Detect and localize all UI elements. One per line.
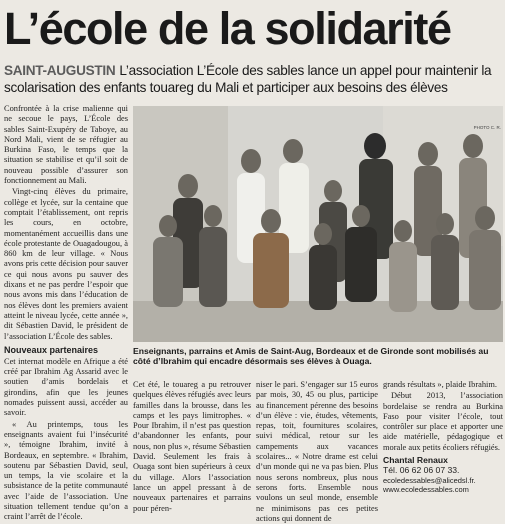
- paragraph: Vingt-cinq élèves du primaire, collège et lycée, sur la centaine que comptait l’établissement, ont repris les cours, en octobre, momentanément accueillis dans une école protestante de Ouagadougou, à 860 km de leur village. « Nous avons pris cette décision pour sauver ce qui nous avons pu sauver des dixans et ne pas perdre l’espoir que nous avons mis dans l’éducation de nos élèves dont les premiers avaient atteint le niveau lycée, cette année », dit Sébastien David, le président de l’association L’École des sables.: [4, 187, 128, 341]
- column-1: [4, 104, 128, 522]
- byline: Chantal Renaux: [383, 455, 448, 466]
- deck: L’association L’École des sables lance un appel pour maintenir la scolarisation des enfants touareg du Mali et participer aux besoins des élèves: [4, 63, 492, 95]
- contact-email: ecoledessables@alicedsl.fr.: [383, 475, 476, 485]
- article-intro: [4, 62, 502, 96]
- paragraph: Confrontée à la crise malienne qui ne secoue le pays, L’École des sables Saint-Exupéry de Taboye, au Nord Mali, vient de se réfugier au Burkina Faso, le temps que la situation se stabilise et qu’il soit de nouveau possible d’assurer son fonctionnement au Mali.: [4, 104, 128, 186]
- kicker-location: SAINT-AUGUSTIN: [4, 63, 116, 78]
- column-4: [383, 380, 503, 495]
- group-photo: [133, 106, 503, 342]
- column-2: [133, 380, 251, 513]
- headline: L’école de la solidarité: [4, 3, 451, 54]
- paragraph: Début 2013, l’association bordelaise se rendra au Burkina Faso pour visiter l’école, tout contrôler sur place et apporter une aide matérielle, pédagogique et morale aux petits écoliers réfugiés.: [383, 391, 503, 452]
- column-3: [256, 380, 378, 523]
- contact-phone: Tél. 06 62 06 07 33.: [383, 465, 460, 476]
- paragraph: Cet internat modèle en Afrique a été créé par Ibrahim Ag Assarid avec le soutien d’amis bordelais et girondins, afin que les jeunes nomades puissent aussi, accéder au savoir.: [4, 356, 128, 418]
- group-photo-illustration: [133, 106, 503, 342]
- paragraph: « Au printemps, tous les enseignants avaient fui l’insécurité », témoigne Ibrahim, invité à Bordeaux, en septembre. « Ibrahim, soutenu par Sébastien David, seul, un temps, la vie scolaire et la subsistance de la petite communauté avec l’aide de l’association. Une situation tellement tendue qu’on a craint l’arrêt de l’école.: [4, 419, 128, 522]
- paragraph: Cet été, le touareg a pu retrouver quelques élèves réfugiés avec leurs familles dans la brousse, dans les camps et les pays limitrophes. « Pour Ibrahim, il n’est pas question d’abandonner les enfants, pour nous, non plus », résume Sébastien David. Seulement les frais à Ouaga sont bien supérieurs à ceux du village. Alors l’association lance un appel pressant à de nouveaux partenaires et parrains pour péren-: [133, 380, 251, 513]
- paragraph: niser le pari. S’engager sur 15 euros par mois, 30, 45 ou plus, participe au financement pérenne des besoins d’un élève : vie, études, vêtements, repas, toit, fournitures scolaires, suivi médical, retour sur les campements aux vacances scolaires... « Notre drame est celui d’un monde qui ne va pas bien. Plus nous serons nombreux, plus nous serons forts. Ensemble nous voulons un seul monde, ensemble ne minimisons pas ces petites actions qui donnent de: [256, 380, 378, 523]
- subhead: Nouveaux partenaires: [4, 344, 99, 355]
- contact-website: www.ecoledessables.com: [383, 485, 469, 495]
- paragraph: grands résultats », plaide Ibrahim.: [383, 380, 497, 389]
- photo-caption: Enseignants, parrains et Amis de Saint-Aug, Bordeaux et de Gironde sont mobilisés au côté d’Ibrahim qui encadre désormais ses élèves à Ouaga.: [133, 346, 489, 367]
- photo-credit: PHOTO C. R.: [473, 125, 501, 130]
